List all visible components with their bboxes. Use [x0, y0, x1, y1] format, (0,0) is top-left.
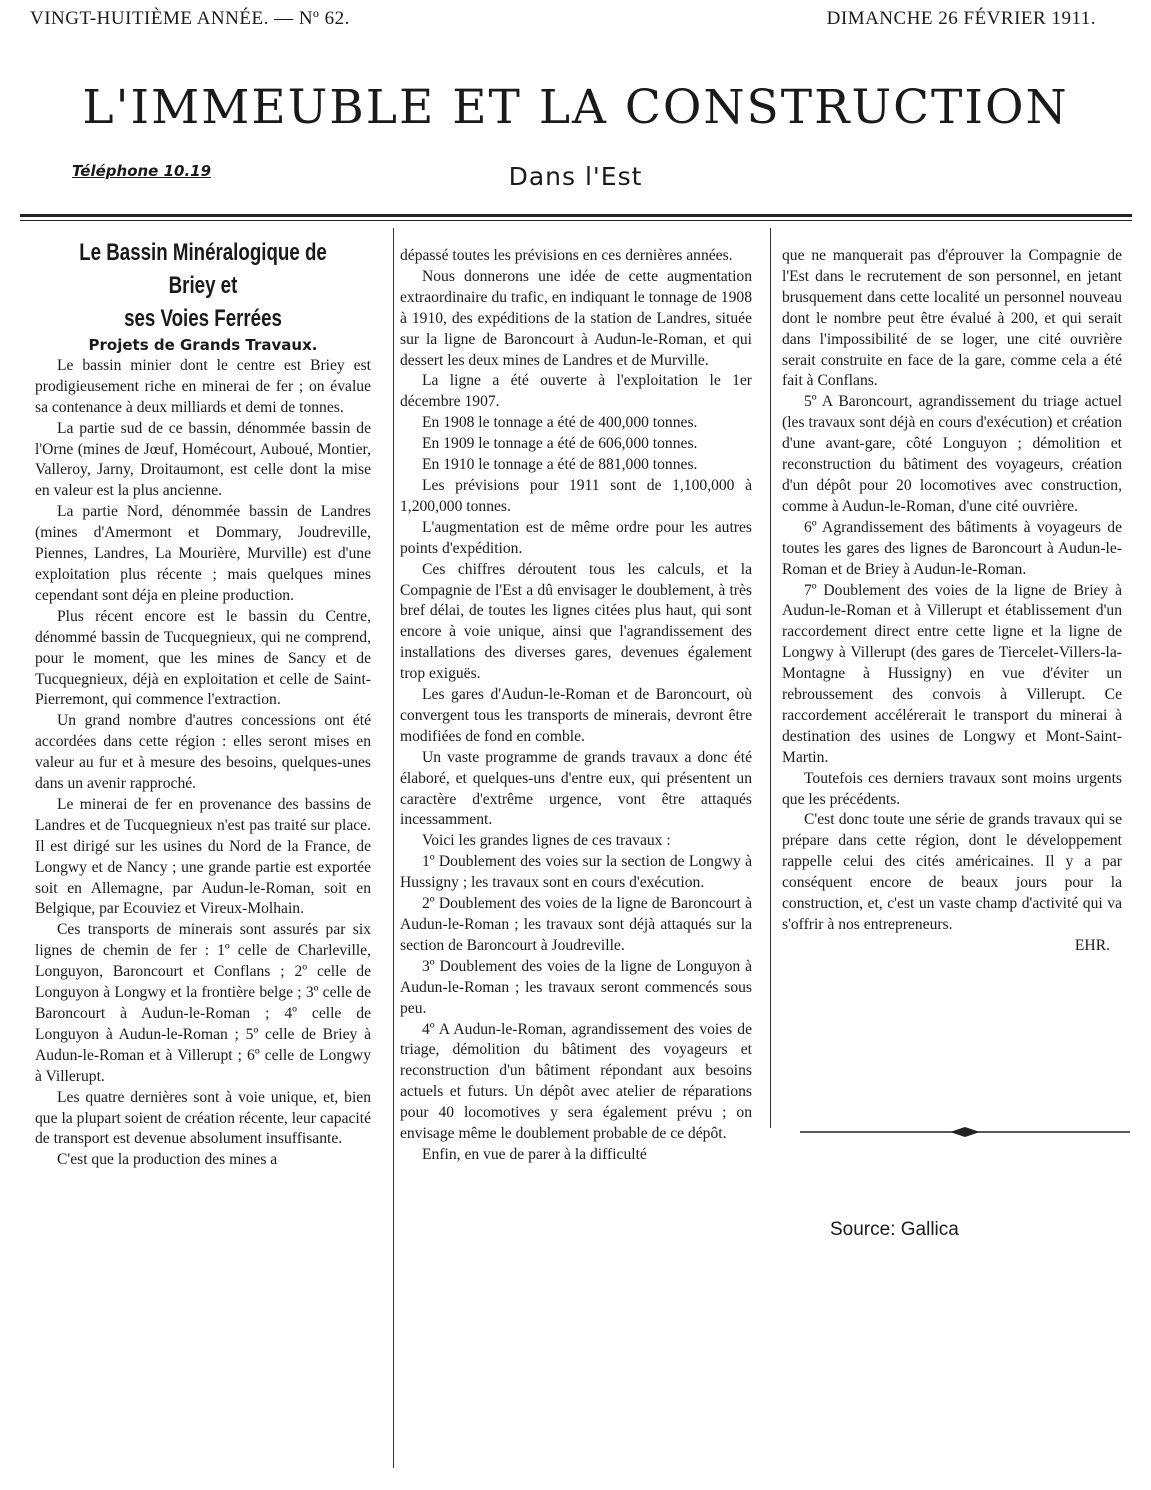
article-title-line-1: Le Bassin Minéralogique de Briey et — [79, 239, 327, 299]
paragraph: La partie sud de ce bassin, dénommée bassin de l'Orne (mines de Jœuf, Homécourt, Auboué, Montier, Valleroy, Jarny, Droitaumont, est celle dont la mise en valeur est la plus ancienne. — [35, 419, 371, 500]
paragraph: 5º A Baroncourt, agrandissement du triage actuel (les travaux sont déjà en cours d'exécution) et création d'une avant-gare, côté Longuyon ; démolition et reconstruction du bâtiment des voyageurs, création d'un dépôt pour 20 locomotives avec construction, comme à Audun-le-Roman, d'une cité ouvrière. — [782, 393, 1122, 515]
paragraph: 4º A Audun-le-Roman, agrandissement des voies de triage, démolition du bâtiment des voyageurs et reconstruction d'un bâtiment répondant aux besoins actuels et futurs. Un dépôt avec atelier de réparations pour 40 locomotives y sera également prévu ; on envisage même le doublement probable de ce dépôt. — [400, 1020, 752, 1143]
masthead: L'IMMEUBLE ET LA CONSTRUCTION — [82, 80, 1069, 135]
subtitle: Dans l'Est — [508, 162, 643, 191]
paragraph: Nous donnerons une idée de cette augmentation extraordinaire du trafic, en indiquant le tonnage de 1908 à 1910, des expéditions de la station de Landres, située sur la ligne de Baroncourt à Audun-le-Roman, et qui dessert les deux mines de Landres et de Murville. — [400, 267, 752, 369]
paragraph: Toutefois ces derniers travaux sont moins urgents que les précédents. — [782, 769, 1122, 808]
issue-date: DIMANCHE 26 FÉVRIER 1911. — [826, 8, 1096, 29]
paragraph: Plus récent encore est le bassin du Centre, dénommé bassin de Tucquegnieux, qui ne comprend, pour le moment, que les mines de Sancy et de Tucquegnieux, déjà en exploitation et celle de Saint-Pierremont, qui commence l'extraction. — [35, 607, 371, 709]
paragraph: 7º Doublement des voies de la ligne de Briey à Audun-le-Roman et à Villerupt et établissement d'un raccordement direct entre cette ligne et la ligne de Longwy à Villerupt (des gares de Tiercelet-Villers-la-Montagne à Hussigny) en vue d'éviter un rebroussement des convois à Villerupt. Ce raccordement accélérerait le transport du minerai à destination des usines de Longwy et Mont-Saint-Martin. — [782, 581, 1122, 766]
paragraph: Enfin, en vue de parer à la difficulté — [422, 1145, 647, 1163]
paragraph: Les gares d'Audun-le-Roman et de Baroncourt, où convergent tous les transports de minerais, devront être modifiées de fond en comble. — [400, 686, 752, 745]
column-divider-1 — [393, 228, 394, 1468]
paragraph: 2º Doublement des voies de la ligne de Baroncourt à Audun-le-Roman ; les travaux sont déjà attaqués sur la section de Baroncourt à Joudreville. — [400, 895, 752, 954]
paragraph: La partie Nord, dénommée bassin de Landres (mines d'Amermont et Dommary, Joudreville, Piennes, Landres, La Mourière, Murville) est d'une exploitation plus récente ; mais quelques mines cependant sont déja en pleine production. — [35, 503, 371, 604]
issue-number: VINGT-HUITIÈME ANNÉE. — Nº 62. — [30, 8, 350, 29]
paragraph: L'augmentation est de même ordre pour les autres points d'expédition. — [400, 518, 752, 557]
paragraph: Voici les grandes lignes de ces travaux : — [422, 832, 671, 850]
paragraph: Les prévisions pour 1911 sont de 1,100,000 à 1,200,000 tonnes. — [400, 476, 752, 515]
paragraph: Les quatre dernières sont à voie unique, et, bien que la plupart soient de création récente, leur capacité de transport est devenue absolument insuffisante. — [35, 1088, 371, 1148]
paragraph: 6º Agrandissement des bâtiments à voyageurs de toutes les gares des lignes de Baroncourt à Audun-le-Roman et de Briey à Audun-le-Roman. — [782, 518, 1122, 578]
paragraph: Ces chiffres déroutent tous les calculs, et la Compagnie de l'Est a dû envisager le doublement, à très bref délai, de toutes les lignes citées plus haut, qui sont encore à voie unique, ainsi que l'agrandissement des installations des diverses gares, devenues également trop exiguës. — [400, 560, 752, 683]
column-2 — [400, 246, 752, 1166]
column-3 — [782, 246, 1122, 957]
paragraph: En 1908 le tonnage a été de 400,000 tonnes. — [422, 414, 698, 432]
paragraph: Le minerai de fer en provenance des bassins de Landres et de Tucquegnieux n'est pas traité sur place. Il est dirigé sur les usines du Nord de la France, de Longwy et de Nancy ; une grande partie est exportée soit en Allemagne, par Audun-le-Roman, soit en Belgique, par Ecouviez et Vireux-Molhain. — [35, 795, 371, 918]
paragraph: dépassé toutes les prévisions en ces dernières années. — [400, 247, 733, 264]
paragraph: 1º Doublement des voies sur la section de Longwy à Hussigny ; les travaux sont en cours d'exécution. — [400, 853, 752, 892]
divider-ornament-icon — [800, 1126, 1130, 1138]
article-title — [72, 236, 334, 335]
column-1 — [35, 236, 371, 1171]
telephone-label: Téléphone 10.19 — [72, 162, 212, 180]
paragraph: La ligne a été ouverte à l'exploitation le 1er décembre 1907. — [400, 372, 752, 411]
paragraph: que ne manquerait pas d'éprouver la Compagnie de l'Est dans le recrutement de son personnel, en jetant brusquement dans cette localité un personnel nouveau dont le nombre peut être évalué à 200, et qui serait dans l'impossibilité de se loger, une cité ouvrière serait construite en face de la gare, comme cela a été fait à Conflans. — [782, 247, 1122, 390]
header-rule-thin — [20, 220, 1132, 221]
paragraph: 3º Doublement des voies de la ligne de Longuyon à Audun-le-Roman ; les travaux seront commencés sous peu. — [400, 957, 752, 1017]
header-rule-thick — [20, 214, 1132, 217]
signature: EHR. — [1074, 936, 1110, 954]
section-title: Projets de Grands Travaux. — [88, 336, 318, 354]
paragraph: Ces transports de minerais sont assurés par six lignes de chemin de fer : 1º celle de Charleville, Longuyon, Baroncourt et Conflans ; 2º celle de Longuyon à Longwy et la frontière belge ; 3º celle de Baroncourt à Audun-le-Roman ; 4º celle de Longuyon à Audun-le-Roman ; 5º celle de Briey à Audun-le-Roman et à Villerupt ; 6º celle de Longwy à Villerupt. — [35, 921, 371, 1085]
paragraph: En 1910 le tonnage a été de 881,000 tonnes. — [422, 456, 698, 474]
paragraph: Un grand nombre d'autres concessions ont été accordées dans cette région : elles seront mises en valeur au fur et à mesure des besoins, quelques-unes dans un avenir rapproché. — [35, 712, 371, 793]
paragraph: En 1909 le tonnage a été de 606,000 tonnes. — [422, 435, 698, 453]
column-divider-2 — [770, 228, 771, 1128]
paragraph: Un vaste programme de grands travaux a donc été élaboré, et quelques-uns d'entre eux, qui présentent un caractère d'extrême urgence, vont être attaqués incessamment. — [400, 748, 752, 829]
issue-line — [30, 8, 1096, 34]
source-credit: Source: Gallica — [830, 1219, 959, 1240]
article-title-line-2: ses Voies Ferrées — [124, 305, 282, 332]
paragraph: C'est donc toute une série de grands travaux qui se prépare dans cette région, dont le développement rappelle celui des cités américaines. Il y a par conséquent encore de beaux jours pour la construction, et, c'est un vaste champ d'activité qui va s'offrir à nos entrepreneurs. — [782, 811, 1122, 933]
paragraph: Le bassin minier dont le centre est Briey est prodigieusement riche en minerai de fer ; on évalue sa contenance à deux milliards et demi de tonnes. — [35, 356, 371, 416]
paragraph: C'est que la production des mines a — [57, 1151, 278, 1169]
